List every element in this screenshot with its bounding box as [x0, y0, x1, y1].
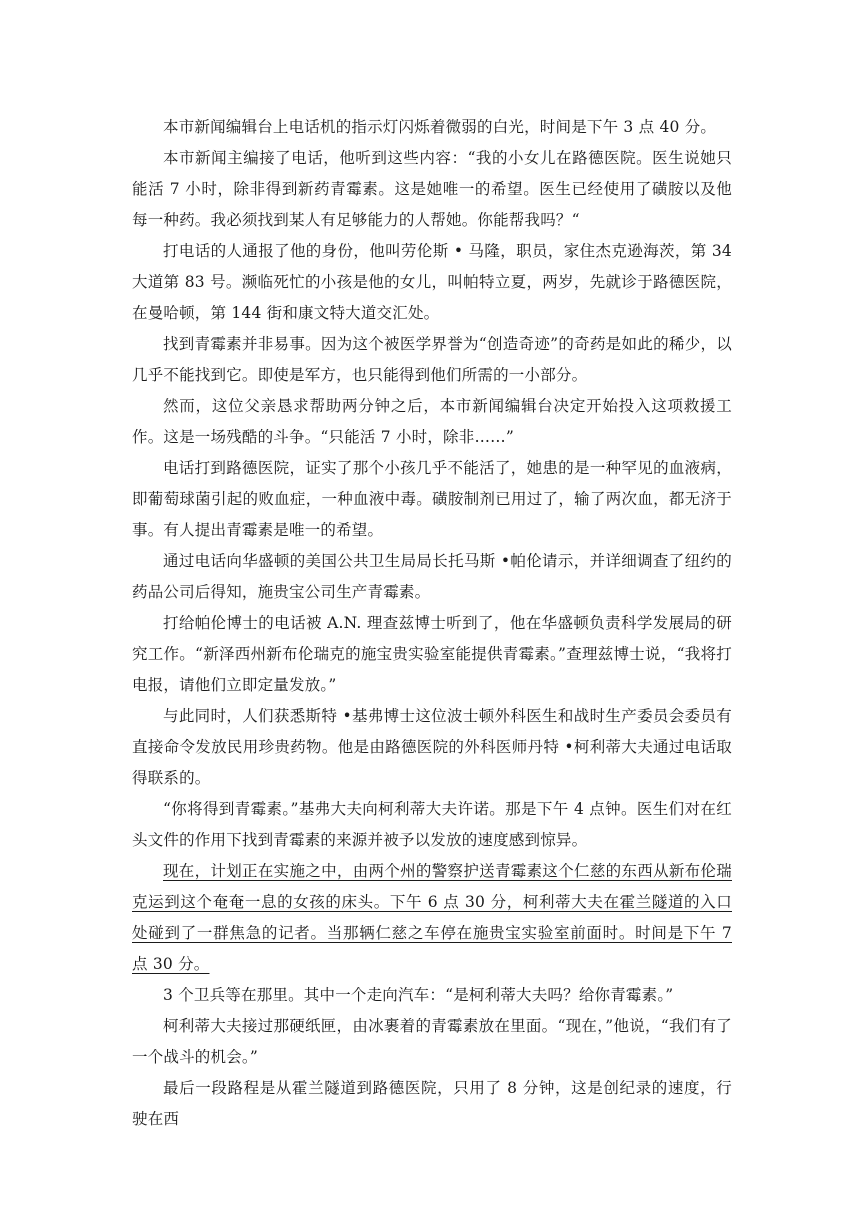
paragraph-13: 柯利蒂大夫接过那硬纸匣，由冰裹着的青霉素放在里面。“现在，”他说，“我们有了一个战斗的机会。” — [132, 1017, 732, 1066]
underlined-paragraph: 现在，计划正在实施之中，由两个州的警察护送青霉素这个仁慈的东西从新布伦瑞克运到这个奄奄一息的女孩的床头。下午 6 点 30 分，柯利蒂大夫在霍兰隧道的入口处碰到了一群焦急的记者。当那辆仁慈之车停在施贵宝实验室前面时。时间是下午 7 点 30 分。 — [132, 862, 732, 973]
paragraph-5: 然而，这位父亲恳求帮助两分钟之后，本市新闻编辑台决定开始投入这项救援工作。这是一场残酷的斗争。“只能活 7 小时，除非……” — [132, 397, 732, 446]
paragraph-2: 本市新闻主编接了电话，他听到这些内容：“我的小女儿在路德医院。医生说她只能活 7 小时，除非得到新药青霉素。这是她唯一的希望。医生已经使用了磺胺以及他每一种药。我必须找到某人有足够能力的人帮她。你能帮我吗？“ — [132, 149, 732, 229]
paragraph-7: 通过电话向华盛顿的美国公共卫生局局长托马斯 •帕伦请示，并详细调查了纽约的药品公司后得知，施贵宝公司生产青霉素。 — [132, 552, 732, 601]
paragraph-10: “你将得到青霉素。”基弗大夫向柯利蒂大夫许诺。那是下午 4 点钟。医生们对在红头文件的作用下找到青霉素的来源并被予以发放的速度感到惊异。 — [132, 800, 732, 849]
paragraph-14: 最后一段路程是从霍兰隧道到路德医院，只用了 8 分钟，这是创纪录的速度，行驶在西 — [132, 1079, 732, 1128]
paragraph-1: 本市新闻编辑台上电话机的指示灯闪烁着微弱的白光，时间是下午 3 点 40 分。 — [163, 118, 717, 136]
paragraph-8: 打给帕伦博士的电话被 A.N. 理查兹博士听到了，他在华盛顿负责科学发展局的研究工作。“新泽西州新布伦瑞克的施宝贵实验室能提供青霉素。”查理兹博士说，“我将打电报，请他们立即定量发放。” — [132, 614, 732, 694]
paragraph-12: 3 个卫兵等在那里。其中一个走向汽车：“是柯利蒂大夫吗？给你青霉素。” — [163, 986, 674, 1004]
paragraph-9: 与此同时，人们获悉斯特 •基弗博士这位波士顿外科医生和战时生产委员会委员有直接命令发放民用珍贵药物。他是由路德医院的外科医师丹特 •柯利蒂大夫通过电话取得联系的。 — [132, 707, 732, 787]
paragraph-4: 找到青霉素并非易事。因为这个被医学界誉为“创造奇迹”的奇药是如此的稀少，以几乎不能找到它。即使是军方，也只能得到他们所需的一小部分。 — [132, 335, 732, 384]
document-body — [132, 112, 732, 1135]
paragraph-6: 电话打到路德医院，证实了那个小孩几乎不能活了，她患的是一种罕见的血液病，即葡萄球菌引起的败血症，一种血液中毒。磺胺制剂已用过了，输了两次血，都无济于事。有人提出青霉素是唯一的希望。 — [132, 459, 732, 539]
paragraph-3: 打电话的人通报了他的身份，他叫劳伦斯 • 马隆，职员，家住杰克逊海茨，第 34 大道第 83 号。濒临死忙的小孩是他的女儿，叫帕特立夏，两岁，先就诊于路德医院，在曼哈顿，第 144 街和康文特大道交汇处。 — [132, 242, 732, 322]
